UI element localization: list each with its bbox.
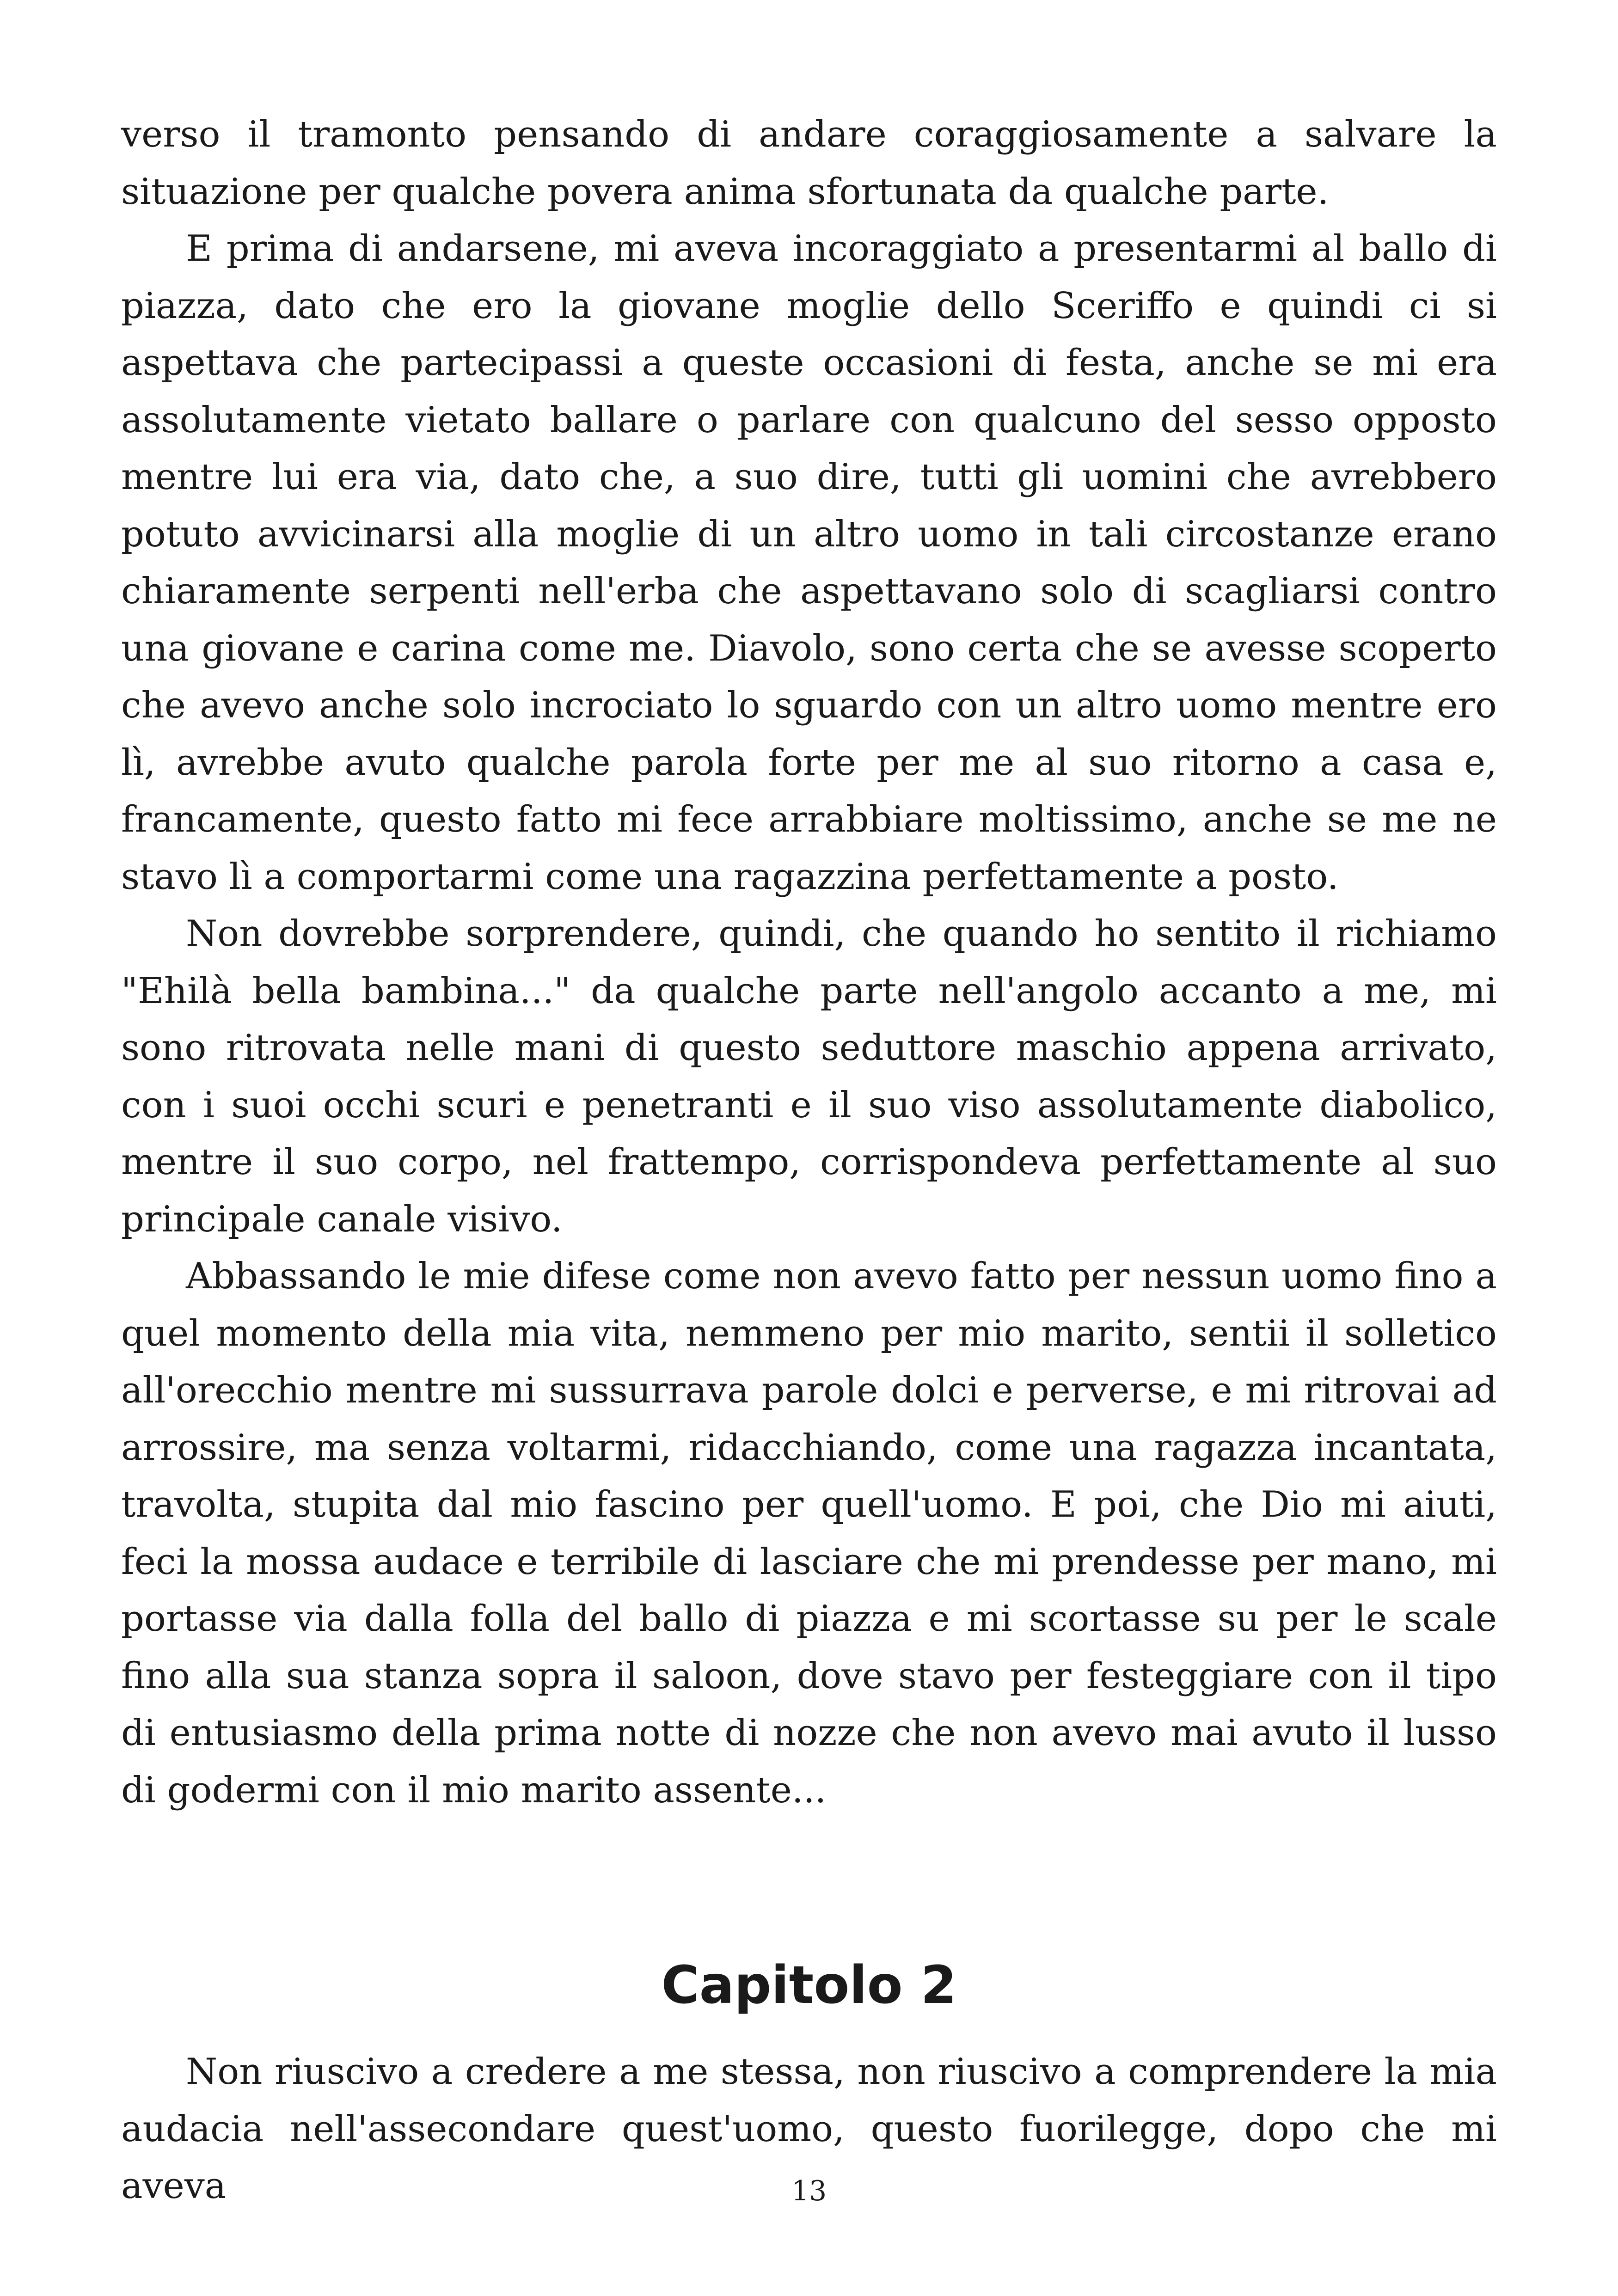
- paragraph: verso il tramonto pensando di andare coraggiosamente a salvare la situazione per qualche povera anima sfortunata da qualche parte.: [121, 114, 1497, 213]
- page-number: 13: [791, 2175, 827, 2207]
- paragraph: Non riuscivo a credere a me stessa, non riuscivo a comprendere la mia audacia nell'assecondare quest'uomo, questo fuorilegge, dopo che mi aveva: [121, 2051, 1497, 2207]
- page-body: [121, 106, 1497, 2215]
- paragraph: Abbassando le mie difese come non avevo fatto per nessun uomo fino a quel momento della mia vita, nemmeno per mio marito, sentii il solletico all'orecchio mentre mi sussurrava parole dolci e perverse, e mi ritrovai ad arrossire, ma senza voltarmi, ridacchiando, come una ragazza incantata, travolta, stupita dal mio fascino per quell'uomo. E poi, che Dio mi aiuti, feci la mossa audace e terribile di lasciare che mi prendesse per mano, mi portasse via dalla folla del ballo di piazza e mi scortasse su per le scale fino alla sua stanza sopra il saloon, dove stavo per festeggiare con il tipo di entusiasmo della prima notte di nozze che non avevo mai avuto il lusso di godermi con il mio marito assente...: [121, 1255, 1497, 1811]
- paragraph: E prima di andarsene, mi aveva incoraggiato a presentarmi al ballo di piazza, dato che ero la giovane moglie dello Sceriffo e quindi ci si aspettava che partecipassi a queste occasioni di festa, anche se mi era assolutamente vietato ballare o parlare con qualcuno del sesso opposto mentre lui era via, dato che, a suo dire, tutti gli uomini che avrebbero potuto avvicinarsi alla moglie di un altro uomo in tali circostanze erano chiaramente serpenti nell'erba che aspettavano solo di scagliarsi contro una giovane e carina come me. Diavolo, sono certa che se avesse scoperto che avevo anche solo incrociato lo sguardo con un altro uomo mentre ero lì, avrebbe avuto qualche parola forte per me al suo ritorno a casa e, francamente, questo fatto mi fece arrabbiare moltissimo, anche se me ne stavo lì a comportarmi come una ragazzina perfettamente a posto.: [121, 228, 1497, 898]
- paragraph: Non dovrebbe sorprendere, quindi, che quando ho sentito il richiamo "Ehilà bella bambina..." da qualche parte nell'angolo accanto a me, mi sono ritrovata nelle mani di questo seduttore maschio appena arrivato, con i suoi occhi scuri e penetranti e il suo viso assolutamente diabolico, mentre il suo corpo, nel frattempo, corrispondeva perfettamente al suo principale canale visivo.: [121, 913, 1497, 1240]
- chapter-title: Capitolo 2: [661, 1955, 957, 2015]
